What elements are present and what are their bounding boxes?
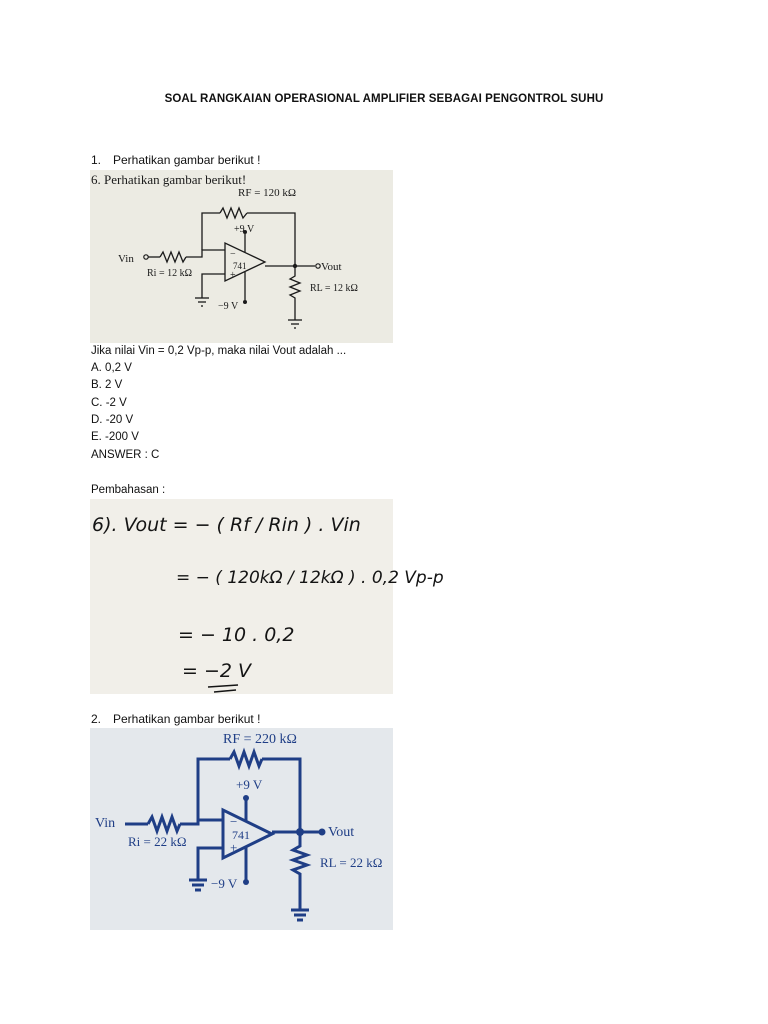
question-1-option-e: E. -200 V <box>91 431 139 443</box>
question-2-chip-label: 741 <box>232 828 250 842</box>
solution-line-3: = − 10 . 0,2 <box>178 624 295 646</box>
question-1-number: 1. <box>91 153 102 167</box>
question-1-discussion-label: Pembahasan : <box>91 484 166 496</box>
question-1-vin-label: Vin <box>118 253 134 265</box>
solution-line-4: = −2 V <box>182 660 252 682</box>
page-title: SOAL RANGKAIAN OPERASIONAL AMPLIFIER SEBAGAI PENGONTROL SUHU <box>164 93 604 105</box>
svg-text:+: + <box>230 270 236 281</box>
solution-line-1: 6). Vout = − ( Rf / Rin ) . Vin <box>92 514 361 536</box>
question-2-ri-label: Ri = 22 kΩ <box>128 834 187 849</box>
question-2-vin-label: Vin <box>95 816 116 831</box>
question-2-rl-label: RL = 22 kΩ <box>320 855 383 870</box>
question-1-option-c: C. -2 V <box>91 397 127 409</box>
question-2-heading-text: Perhatikan gambar berikut ! <box>113 712 261 726</box>
question-2-circuit-figure <box>90 728 393 930</box>
question-2-vout-label: Vout <box>328 825 355 840</box>
question-1-vout-label: Vout <box>321 261 342 273</box>
question-1-option-d: D. -20 V <box>91 414 134 426</box>
question-1-rl-label: RL = 12 kΩ <box>310 283 358 294</box>
svg-text:−: − <box>230 249 236 260</box>
svg-text:−: − <box>230 814 238 829</box>
question-1-circuit-figure <box>90 170 393 343</box>
question-2-vplus-label: +9 V <box>236 777 263 792</box>
question-1-option-b: B. 2 V <box>91 379 123 391</box>
question-1-heading <box>91 153 260 167</box>
question-1-handwritten-solution <box>90 499 444 694</box>
question-1-vminus-label: −9 V <box>218 301 239 312</box>
question-1-answer: ANSWER : C <box>91 449 160 461</box>
question-1-rf-label: RF = 120 kΩ <box>238 187 297 199</box>
question-1-figure-caption: 6. Perhatikan gambar berikut! <box>91 172 247 187</box>
question-1-option-a: A. 0,2 V <box>91 362 132 374</box>
question-2-vminus-label: −9 V <box>211 876 238 891</box>
question-1-heading-text: Perhatikan gambar berikut ! <box>113 153 261 167</box>
svg-text:+: + <box>230 840 238 855</box>
question-2-number: 2. <box>91 712 102 726</box>
question-1-prompt: Jika nilai Vin = 0,2 Vp-p, maka nilai Vout adalah ... <box>91 345 347 357</box>
question-2-rf-label: RF = 220 kΩ <box>223 732 297 747</box>
solution-line-2: = − ( 120kΩ / 12kΩ ) . 0,2 Vp-p <box>176 568 444 588</box>
question-1-ri-label: Ri = 12 kΩ <box>147 268 193 279</box>
question-1-chip-label: 741 <box>233 261 247 271</box>
question-2-heading <box>91 712 260 726</box>
question-1-vplus-label: +9 V <box>234 224 255 235</box>
